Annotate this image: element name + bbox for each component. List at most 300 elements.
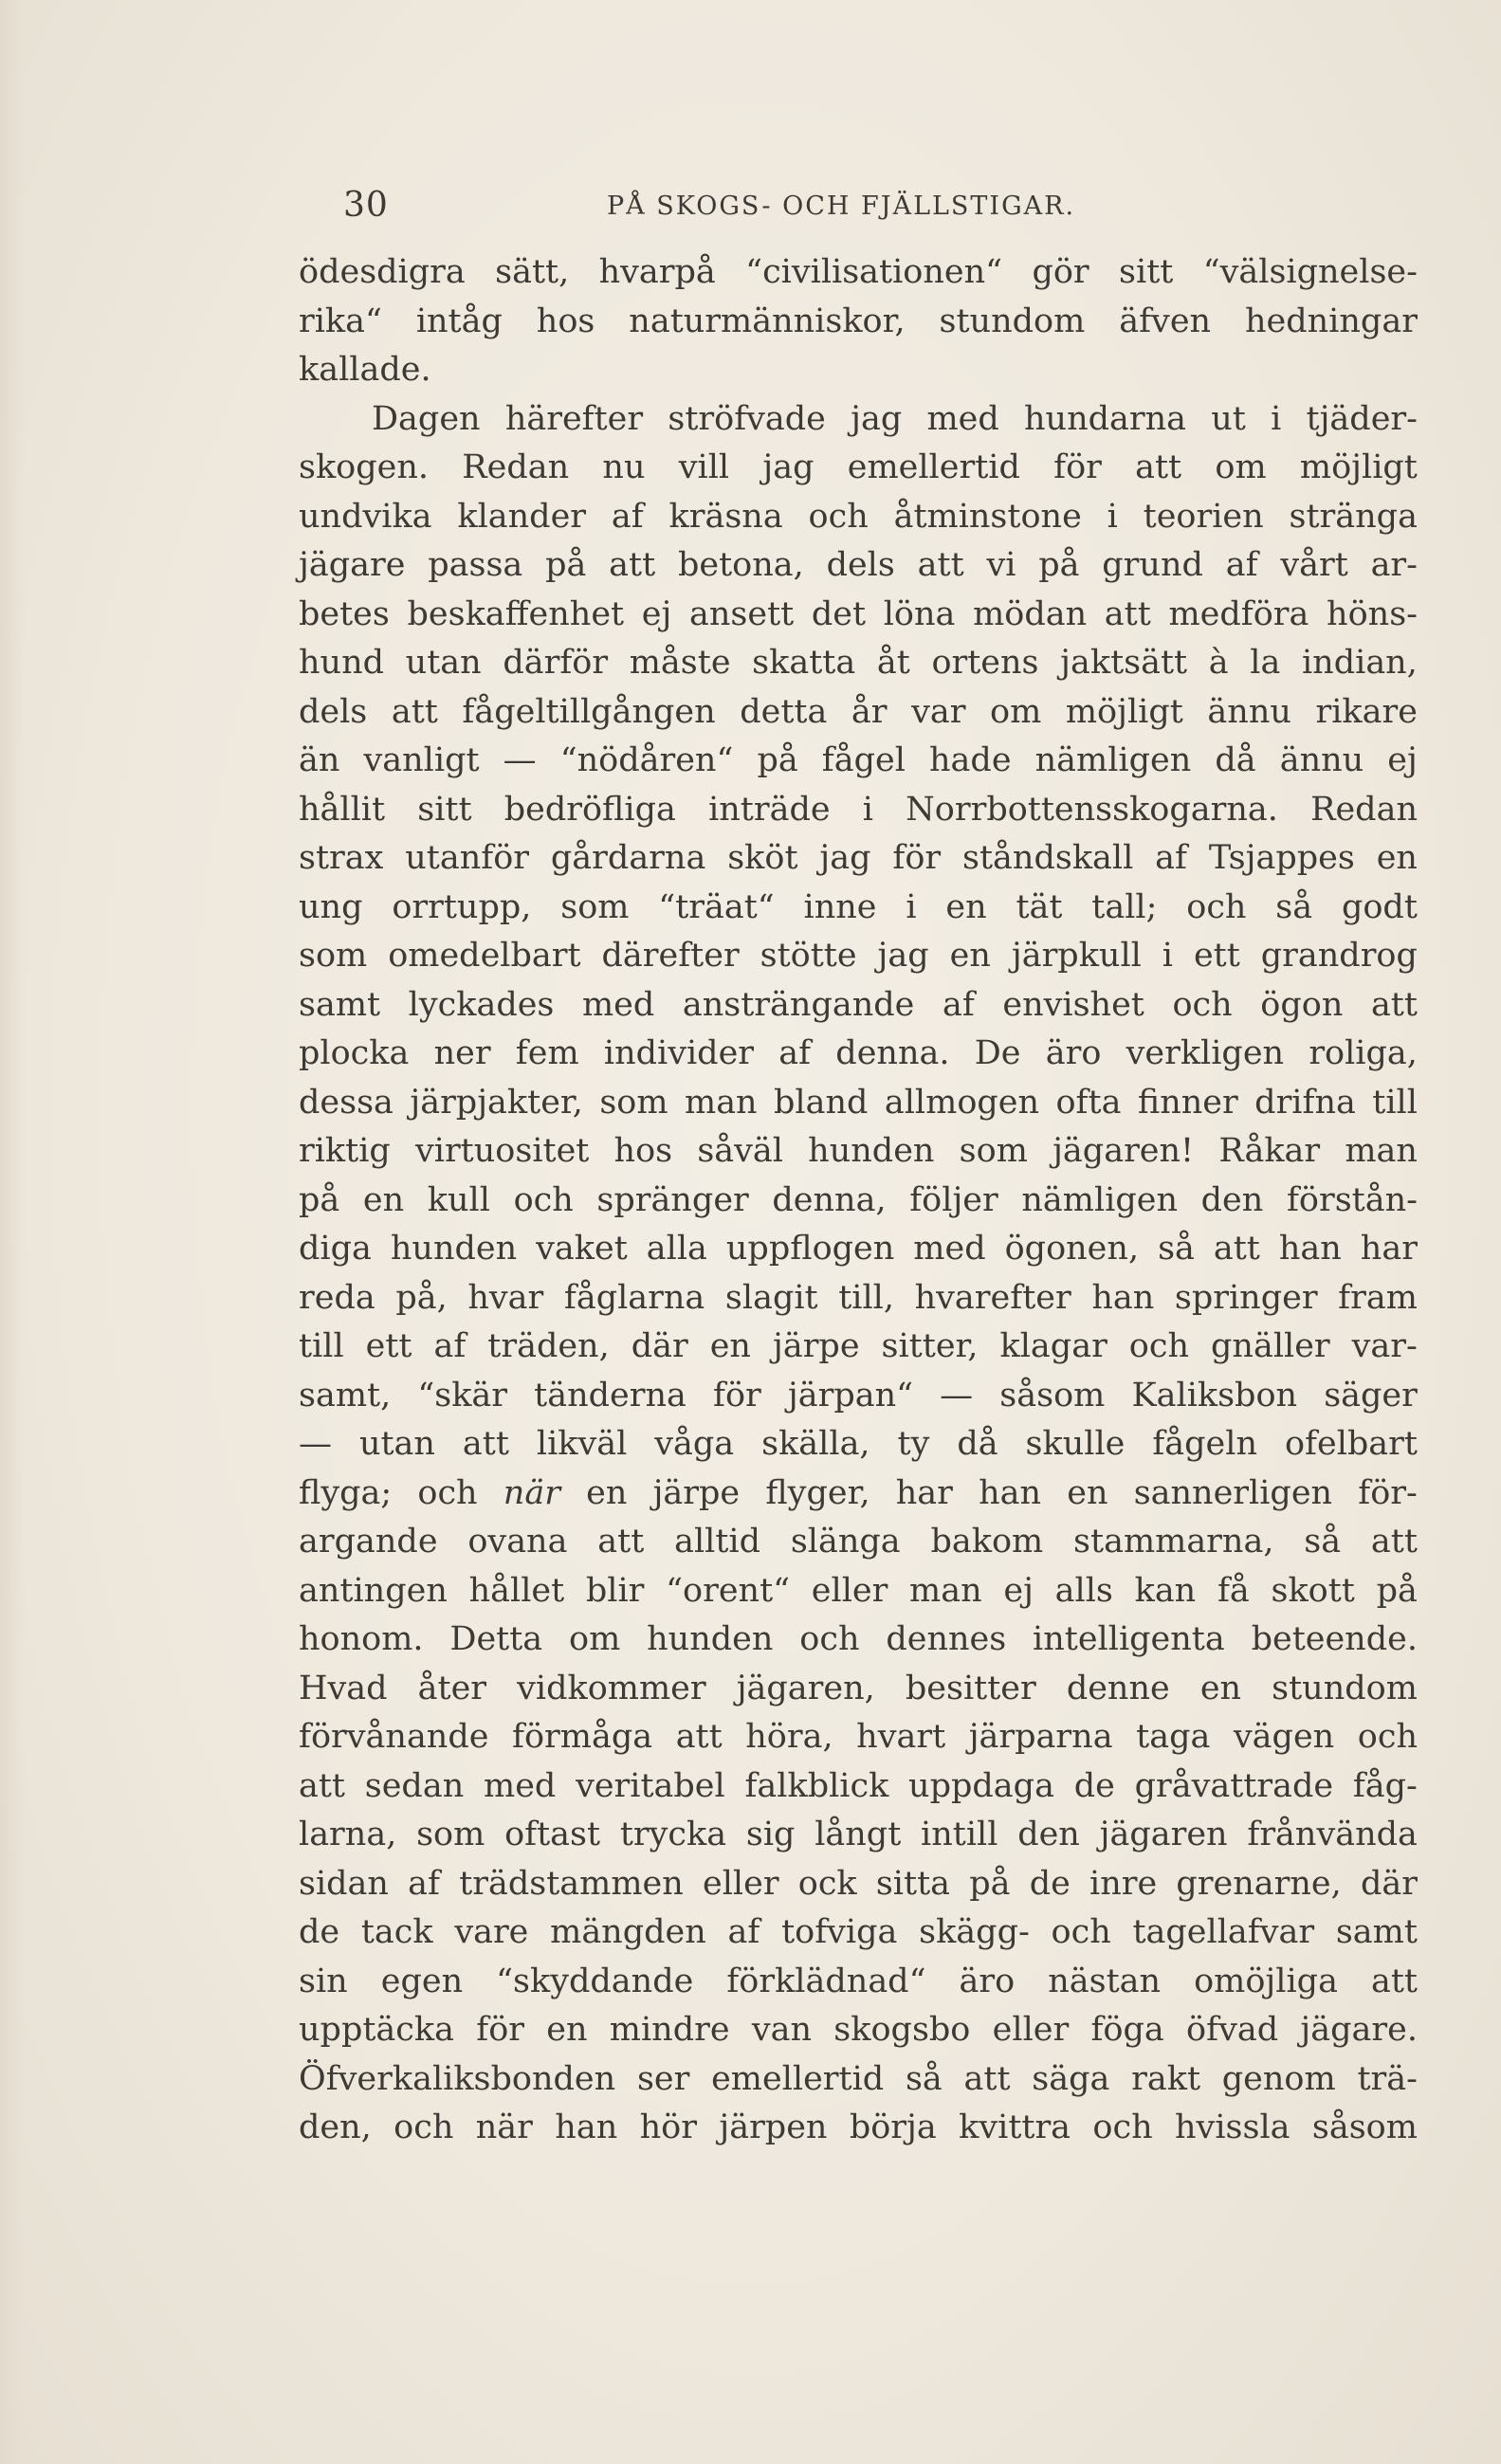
word: samt (299, 985, 381, 1024)
word: eller (992, 2011, 1070, 2049)
word: en (546, 2011, 588, 2049)
word: en (1376, 839, 1418, 877)
word: inre (1089, 1864, 1158, 1903)
word: ej (641, 594, 672, 633)
word: så (1158, 1230, 1195, 1268)
word: han (1091, 1278, 1155, 1317)
word: slagit (724, 1278, 818, 1317)
word: skulle (1025, 1425, 1126, 1463)
word: att (675, 1718, 723, 1756)
word: stundom (1272, 1669, 1418, 1707)
word: så (905, 2059, 943, 2098)
word: slänga (790, 1523, 901, 1561)
word: skälla, (761, 1425, 870, 1463)
word: “orent“ (666, 1571, 791, 1610)
word: att (391, 692, 438, 731)
word: Råkar (1218, 1132, 1321, 1170)
word: grund (1102, 546, 1203, 584)
word: man (685, 1083, 758, 1122)
text-line (299, 884, 1418, 933)
word: trädstammen (459, 1864, 684, 1903)
text-line (299, 932, 1418, 981)
word: ståndskall (962, 839, 1134, 877)
word: en (1067, 1473, 1108, 1512)
word: man (1345, 1132, 1418, 1170)
word: så (1304, 1523, 1342, 1561)
text-line (299, 1908, 1418, 1958)
word: besitter (905, 1669, 1036, 1707)
word: diga (299, 1230, 372, 1268)
word: rikare (1315, 692, 1418, 731)
word: indian, (1301, 644, 1418, 682)
text-line (299, 1127, 1418, 1177)
word: gråvattrade (1134, 1766, 1334, 1805)
word: Norrbottensskogarna. (906, 790, 1278, 829)
page-binding-edge (0, 0, 25, 2464)
word: som (299, 937, 368, 975)
word: att (597, 1523, 645, 1561)
word: till, (838, 1278, 894, 1317)
word: hos (536, 301, 595, 340)
word: hedningar (1244, 301, 1418, 340)
word: trä- (1357, 2059, 1418, 2098)
word: att (299, 1766, 345, 1805)
word: med (581, 985, 655, 1024)
word: ögonen, (1004, 1230, 1140, 1268)
word: att (609, 546, 656, 584)
word: af (942, 985, 975, 1024)
word: alls (1054, 1571, 1113, 1610)
word: tät (1016, 887, 1063, 926)
word: han (555, 2108, 618, 2146)
word: hvissla (1175, 2108, 1290, 2146)
word: hållet (468, 1571, 565, 1610)
word: om (569, 1620, 621, 1658)
word: eller (811, 1571, 888, 1610)
word: på (757, 741, 798, 779)
word: hund (299, 644, 385, 682)
word: Redan (462, 448, 570, 486)
word: det (811, 594, 867, 633)
word: förklädnad“ (726, 1962, 926, 2000)
word: grandrog (1260, 937, 1418, 975)
word: denne (1066, 1669, 1170, 1707)
word: åter (417, 1669, 487, 1707)
word: fågel (821, 741, 906, 779)
word: mindre (609, 2011, 730, 2049)
word: den (1200, 1180, 1264, 1219)
text-line (299, 493, 1418, 542)
word: dessa (299, 1083, 394, 1122)
word: skott (1271, 1571, 1355, 1610)
word: ar- (1370, 546, 1418, 584)
word: våga (654, 1425, 735, 1463)
word: ser (636, 2059, 690, 2098)
word: och (1172, 985, 1233, 1024)
word: att (1370, 1523, 1418, 1561)
word: en (362, 1180, 405, 1219)
word: “civilisationen“ (745, 253, 1003, 291)
word: härefter (504, 399, 644, 438)
word: för (476, 2011, 524, 2049)
word: jag (877, 937, 929, 975)
word: jaktsätt (1060, 644, 1188, 682)
word: nu (602, 448, 646, 486)
word: hvar (467, 1278, 544, 1317)
word: detta (740, 692, 828, 731)
word: uppflogen (725, 1230, 895, 1268)
word: likväl (536, 1425, 628, 1463)
word: järparna (968, 1718, 1113, 1756)
word: Detta (449, 1620, 543, 1658)
word: säger (1324, 1376, 1418, 1415)
word: en (586, 1473, 628, 1512)
word: järpe (652, 1473, 741, 1512)
word: förmåga (512, 1718, 653, 1756)
word: där (1360, 1864, 1418, 1903)
word: i (1107, 497, 1118, 536)
word: som (959, 1132, 1028, 1170)
word: ej (1387, 741, 1418, 779)
word: skägg- (919, 1913, 1030, 1951)
word: för- (1358, 1473, 1418, 1512)
word: på (545, 546, 587, 584)
text-line (299, 2006, 1418, 2055)
word: frånvända (1247, 1816, 1418, 1853)
word: argande (299, 1523, 438, 1561)
word: hvarpå (598, 253, 716, 291)
word: vill (678, 448, 730, 486)
word: och (799, 1620, 860, 1658)
word: gnäller (1211, 1327, 1330, 1365)
word: långt (815, 1816, 902, 1853)
word: af (727, 1913, 760, 1951)
word: betes (299, 594, 390, 633)
word: därför (503, 644, 609, 682)
word: intelligenta (1033, 1620, 1225, 1658)
word: à (1208, 644, 1229, 682)
word: som (416, 1816, 485, 1853)
word: dennes (886, 1620, 1007, 1658)
word: att (963, 2059, 1011, 2098)
word: lyckades (408, 985, 555, 1024)
word: med (926, 399, 999, 438)
word: medföra (1168, 594, 1309, 633)
word: skogen. (299, 448, 430, 486)
word: en (1199, 1669, 1242, 1707)
word: mödan (973, 594, 1088, 633)
word: sköt (727, 839, 798, 877)
text-line (299, 1665, 1418, 1714)
word: tofviga (781, 1913, 898, 1951)
text-line (299, 1030, 1418, 1079)
word: — (299, 1425, 332, 1463)
word: Redan (1310, 790, 1418, 829)
word: taga (1136, 1718, 1211, 1756)
word: “skyddande (496, 1962, 694, 2000)
word: vare (454, 1913, 529, 1951)
word: la (1250, 644, 1281, 682)
word: järpe (772, 1327, 860, 1365)
word: sitta (875, 1864, 950, 1903)
word: ett (1193, 937, 1240, 975)
word: där (631, 1327, 688, 1365)
word: teorien (1143, 497, 1264, 536)
text-line (299, 981, 1418, 1031)
word: eller (703, 1864, 779, 1903)
word: strax (299, 839, 384, 877)
word: alltid (674, 1523, 761, 1561)
word: han (1278, 1230, 1342, 1268)
word: skatta (752, 644, 856, 682)
word: sedan (364, 1766, 465, 1805)
text-line (299, 1079, 1418, 1128)
word: sin (299, 1962, 348, 2000)
text-line (299, 1615, 1418, 1665)
word: ströfvade (668, 399, 826, 438)
text-line (299, 346, 1418, 395)
word: säga (1032, 2059, 1110, 2098)
word: järpan“ (787, 1376, 914, 1415)
word: måste (629, 644, 731, 682)
word: de (299, 1913, 340, 1951)
word: så (1275, 887, 1313, 926)
word: att (1370, 985, 1418, 1024)
word: jägare (299, 546, 406, 584)
word: hvarefter (914, 1278, 1071, 1317)
word: nämligen (1034, 741, 1192, 779)
word: af (1155, 839, 1187, 877)
word: på (1038, 546, 1080, 584)
word: i (906, 887, 917, 926)
word: när (475, 2108, 533, 2146)
word: tack (360, 1913, 433, 1951)
word: plocka (299, 1034, 410, 1072)
word: åtminstone (893, 497, 1082, 536)
word: af (408, 1864, 440, 1903)
text-line (299, 688, 1418, 738)
word: fågeln (1152, 1425, 1257, 1463)
word: då (957, 1425, 998, 1463)
text-line (299, 1811, 1418, 1860)
word: hvart (856, 1718, 946, 1756)
word: Öfverkaliksbonden (299, 2059, 616, 2098)
word: järpjakter, (410, 1083, 583, 1122)
word: stundom (939, 301, 1086, 340)
word: ung (299, 887, 363, 926)
word: fåg- (1352, 1766, 1418, 1805)
word: ty (897, 1425, 930, 1463)
word: inne (803, 887, 877, 926)
word: ögon (1260, 985, 1344, 1024)
word: förvånande (299, 1718, 489, 1756)
text-line (299, 1567, 1418, 1616)
page-header (0, 186, 1501, 233)
word: intill (921, 1816, 998, 1853)
word: möjligt (1065, 692, 1183, 731)
word: betona, (677, 546, 804, 584)
word: flyger, (765, 1473, 870, 1512)
word: öfvad (1186, 2011, 1279, 2049)
running-head: PÅ SKOGS- OCH FJÄLLSTIGAR. (607, 192, 1076, 221)
word: såsom (999, 1376, 1106, 1415)
word: rika“ (299, 301, 382, 340)
word: utan (358, 1425, 435, 1463)
word: var- (1351, 1327, 1418, 1365)
word: omöjliga (1194, 1962, 1338, 2000)
word: jag (819, 839, 871, 877)
word: hade (929, 741, 1012, 779)
word: drifna (1254, 1083, 1356, 1122)
word: samt, (299, 1376, 392, 1415)
word: stötte (760, 937, 857, 975)
word: som (599, 1083, 668, 1122)
word: skogsbo (833, 2011, 971, 2049)
word: för (713, 1376, 761, 1415)
word: löna (883, 594, 956, 633)
word: vanligt (363, 741, 480, 779)
word: “träat“ (658, 887, 775, 926)
word: ovana (467, 1523, 568, 1561)
word: inträde (708, 790, 831, 829)
word: dels (826, 546, 895, 584)
word: en (945, 887, 987, 926)
text-line (299, 298, 1418, 347)
word: och (1186, 887, 1247, 926)
text-line (299, 1420, 1418, 1469)
word: höns- (1327, 594, 1418, 633)
word: äro (1045, 1034, 1102, 1072)
word: envishet (1002, 985, 1144, 1024)
word: vaket (536, 1230, 628, 1268)
word: jag (762, 448, 815, 486)
word: för (892, 839, 942, 877)
word: i (1271, 399, 1282, 438)
word: tänderna (534, 1376, 686, 1415)
word: föga (1090, 2011, 1164, 2049)
text-line (299, 2055, 1418, 2105)
word: för (1053, 448, 1102, 486)
word: tjäder- (1306, 399, 1418, 438)
word: sätt, (495, 253, 570, 291)
word: Dagen (372, 399, 481, 438)
word: på (1376, 1571, 1418, 1610)
word: på (969, 1864, 1011, 1903)
word: har (895, 1473, 953, 1512)
text-line (299, 395, 1418, 445)
word: veritabel (576, 1766, 725, 1805)
word: den, (299, 2108, 372, 2146)
word: hållit (299, 790, 386, 829)
word: beskaffenhet (407, 594, 625, 633)
word: godt (1341, 887, 1418, 926)
word: Tsjappes (1208, 839, 1355, 877)
word: larna, (299, 1816, 397, 1853)
word: stränga (1289, 497, 1418, 536)
word: — (940, 1376, 974, 1415)
word: om (1215, 448, 1267, 486)
word: att (1370, 1962, 1418, 2000)
word: mängden (550, 1913, 706, 1951)
word: “nödåren“ (559, 741, 734, 779)
word: åt (876, 644, 910, 682)
word: hunden (390, 1230, 518, 1268)
word: orrtupp, (392, 887, 532, 926)
word: — (503, 741, 537, 779)
word: af (611, 497, 644, 536)
word: ännu (1207, 692, 1291, 731)
word: år (851, 692, 888, 731)
word: järpen (719, 2108, 828, 2146)
word: fram (1338, 1278, 1418, 1317)
word: emellertid (847, 448, 1020, 486)
word: kan (1134, 1571, 1197, 1610)
word: hör (639, 2108, 697, 2146)
word: om (990, 692, 1042, 731)
word: hunden (647, 1620, 774, 1658)
word: har (1360, 1230, 1418, 1268)
word: bland (774, 1083, 869, 1122)
word: uppdaga (908, 1766, 1054, 1805)
word: samt (1335, 1913, 1418, 1951)
word: järpkull (1011, 937, 1142, 975)
word: såväl (697, 1132, 783, 1170)
word: individer (603, 1034, 755, 1072)
text-line (299, 1372, 1418, 1421)
word: börja (849, 2108, 937, 2146)
word: utanför (405, 839, 530, 877)
word: genom (1221, 2059, 1336, 2098)
word: virtuositet (414, 1132, 590, 1170)
word: tall; (1091, 887, 1158, 926)
word: ofelbart (1284, 1425, 1418, 1463)
word: följer (909, 1180, 998, 1219)
word: ännu (1279, 741, 1364, 779)
word: på, (395, 1278, 448, 1317)
word: att (917, 546, 964, 584)
word: vi (986, 546, 1016, 584)
word: nästan (1048, 1962, 1162, 2000)
word: jägaren! (1053, 1132, 1195, 1170)
text-line (299, 541, 1418, 591)
word: De (974, 1034, 1021, 1072)
word: när (503, 1473, 560, 1512)
word: af (433, 1327, 467, 1365)
word: sitter, (881, 1327, 979, 1365)
word: klagar (999, 1327, 1107, 1365)
word: sitt (417, 790, 472, 829)
word: jägaren, (736, 1669, 875, 1707)
text-line (299, 737, 1418, 786)
word: hundarna (1024, 399, 1187, 438)
text-line (299, 1469, 1418, 1519)
word: ödesdigra (299, 253, 466, 291)
word: ortens (931, 644, 1039, 682)
word: rakt (1131, 2059, 1201, 2098)
text-line (299, 1274, 1418, 1323)
word: intåg (415, 301, 503, 340)
text-line (299, 2104, 1418, 2153)
text-line (299, 1225, 1418, 1274)
word: vidkommer (517, 1669, 706, 1707)
word: tagellafvar (1132, 1913, 1315, 1951)
word: träden, (487, 1327, 610, 1365)
word: äro (959, 1962, 1016, 2000)
word: sidan (299, 1864, 389, 1903)
word: sig (745, 1816, 796, 1853)
word: flyga; (299, 1473, 393, 1512)
word: ansett (689, 594, 795, 633)
